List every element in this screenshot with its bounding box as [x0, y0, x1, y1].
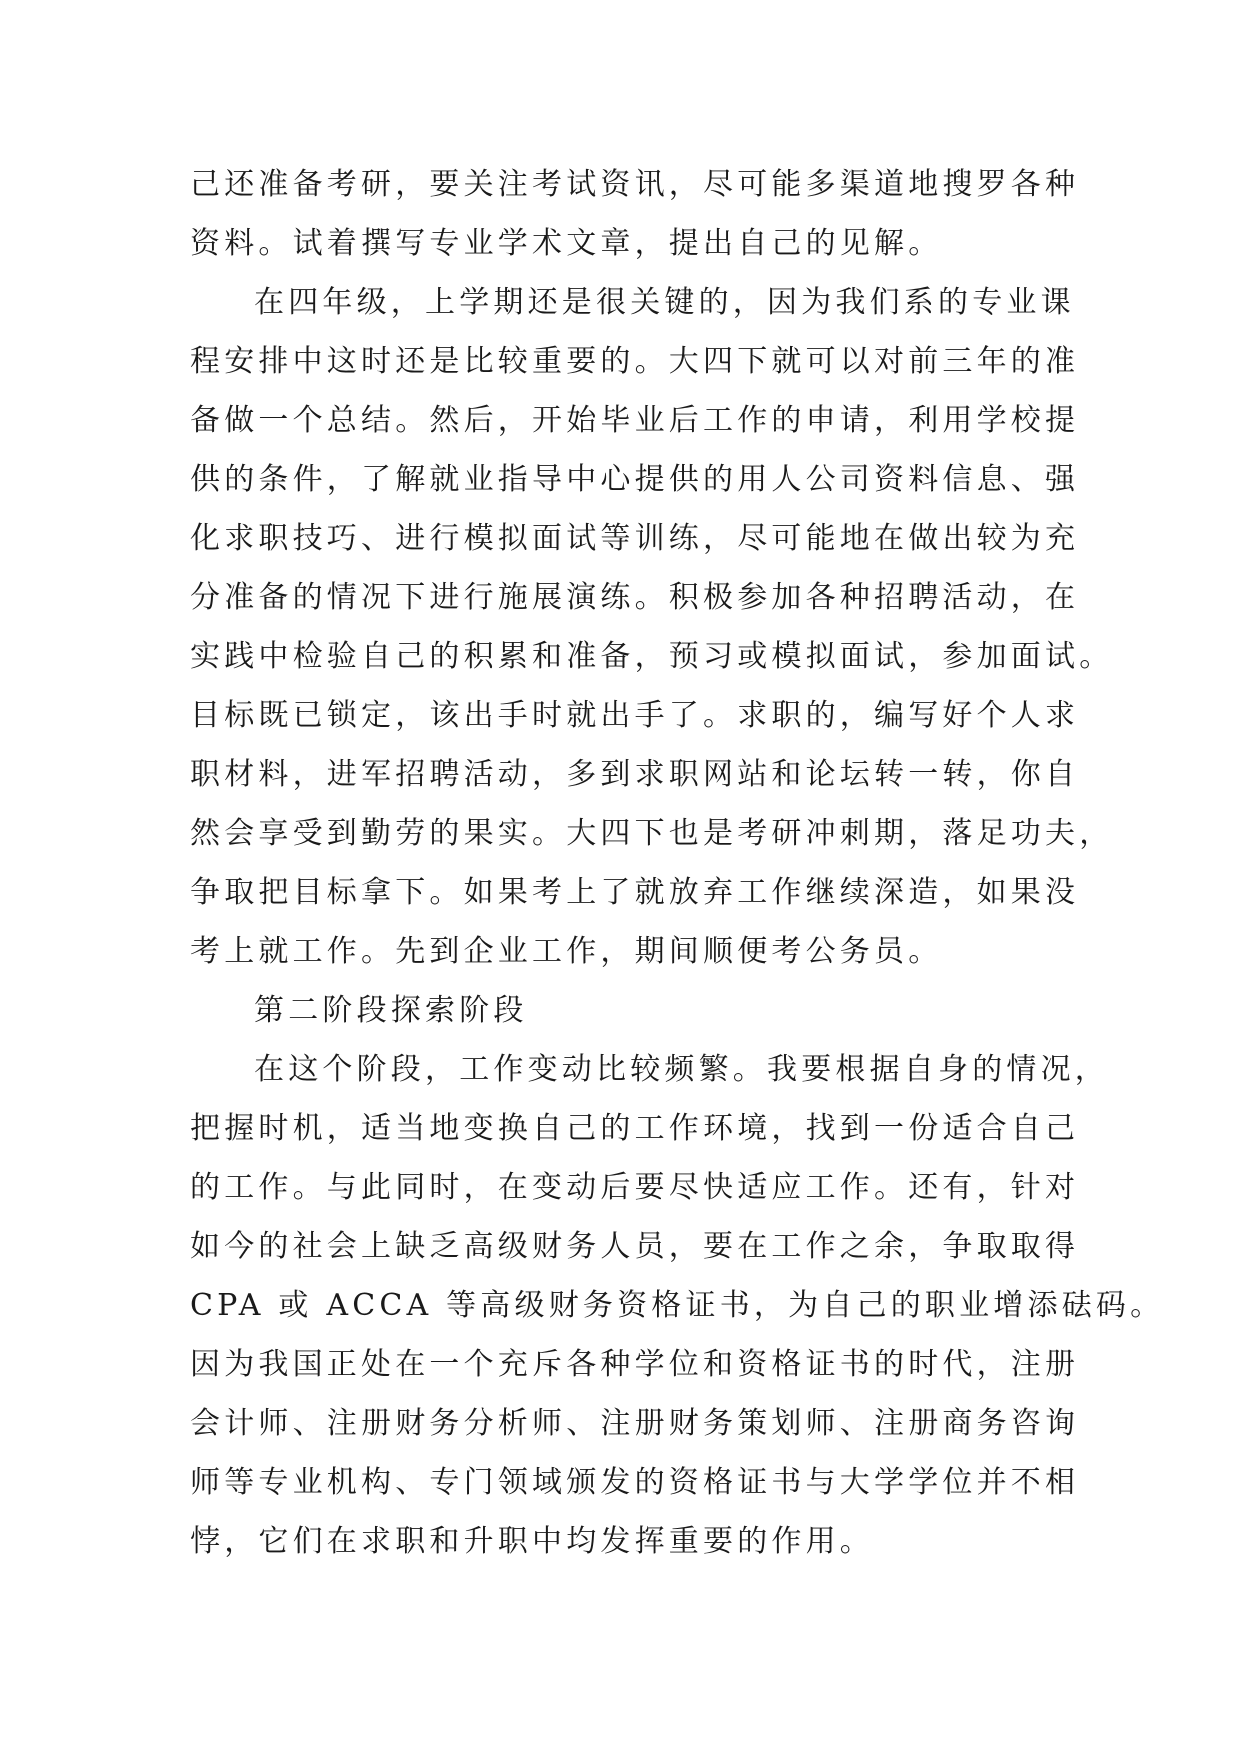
text-line: 职材料，进军招聘活动，多到求职网站和论坛转一转，你自	[190, 757, 1080, 792]
text-line: 会计师、注册财务分析师、注册财务策划师、注册商务咨询	[190, 1406, 1080, 1441]
text-line: 供的条件，了解就业指导中心提供的用人公司资料信息、强	[190, 462, 1080, 497]
text-line: CPA 或 ACCA 等高级财务资格证书，为自己的职业增添砝码。	[190, 1288, 1165, 1323]
text-line: 考上就工作。先到企业工作，期间顺便考公务员。	[190, 934, 943, 969]
text-line: 把握时机，适当地变换自己的工作环境，找到一份适合自己	[190, 1111, 1080, 1146]
text-line: 因为我国正处在一个充斥各种学位和资格证书的时代，注册	[190, 1347, 1080, 1382]
text-line: 如今的社会上缺乏高级财务人员，要在工作之余，争取取得	[190, 1229, 1080, 1264]
text-line: 目标既已锁定，该出手时就出手了。求职的，编写好个人求	[190, 698, 1080, 733]
text-line: 实践中检验自己的积累和准备，预习或模拟面试，参加面试。	[190, 639, 1114, 674]
text-line: 资料。试着撰写专业学术文章，提出自己的见解。	[190, 226, 943, 261]
text-line: 的工作。与此同时，在变动后要尽快适应工作。还有，针对	[190, 1170, 1080, 1205]
text-line: 化求职技巧、进行模拟面试等训练，尽可能地在做出较为充	[190, 521, 1080, 556]
text-line: 分准备的情况下进行施展演练。积极参加各种招聘活动，在	[190, 580, 1080, 615]
text-line: 争取把目标拿下。如果考上了就放弃工作继续深造，如果没	[190, 875, 1080, 910]
text-line: 备做一个总结。然后，开始毕业后工作的申请，利用学校提	[190, 403, 1080, 438]
paragraph-start-line: 在四年级，上学期还是很关键的，因为我们系的专业课	[254, 285, 1075, 320]
text-line: 悖，它们在求职和升职中均发挥重要的作用。	[190, 1524, 874, 1559]
paragraph-start-line: 在这个阶段，工作变动比较频繁。我要根据自身的情况，	[254, 1052, 1109, 1087]
body-text	[190, 155, 1165, 1571]
text-line: 然会享受到勤劳的果实。大四下也是考研冲刺期，落足功夫，	[190, 816, 1114, 851]
text-line: 己还准备考研，要关注考试资讯，尽可能多渠道地搜罗各种	[190, 167, 1080, 202]
text-line: 师等专业机构、专门领域颁发的资格证书与大学学位并不相	[190, 1465, 1080, 1500]
section-heading: 第二阶段探索阶段	[254, 993, 528, 1028]
text-line: 程安排中这时还是比较重要的。大四下就可以对前三年的准	[190, 344, 1080, 379]
